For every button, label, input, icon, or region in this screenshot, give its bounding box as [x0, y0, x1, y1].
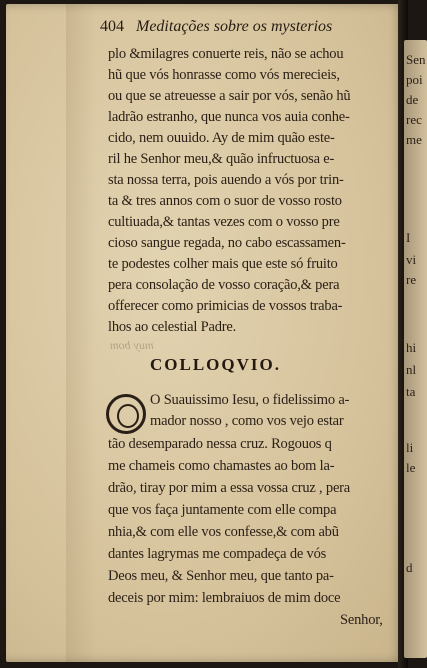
page-edge-stain: [66, 4, 96, 662]
text-line: pera consolação de vosso coração,& pera: [108, 277, 340, 293]
text-line: mador nosso , como vos vejo estar: [150, 413, 344, 429]
text-line: nhia,& com elle vos confesse,& com abũ: [108, 524, 339, 540]
facing-page-fragment: re: [406, 272, 417, 287]
facing-page-fragment: Sen: [406, 52, 426, 67]
text-line: me chameis como chamastes ao bom la-: [108, 458, 335, 474]
facing-page-fragment: le: [406, 460, 416, 475]
text-line: ladrão estranho, que nunca vos auia conhe-: [108, 109, 350, 125]
text-line: dantes lagrymas me compadeça de vós: [108, 546, 327, 562]
facing-page-fragment: vi: [406, 252, 417, 267]
text-line: te podestes colher mais que este só fruito: [108, 256, 338, 272]
section-title: COLLOQVIO.: [150, 355, 281, 374]
facing-page-fragment: me: [406, 132, 422, 147]
text-line: offerecer como primicias de vossos traba-: [108, 298, 343, 314]
decorative-initial-o: [106, 394, 146, 434]
page-number: 404: [100, 18, 124, 35]
text-line: deceis por mim: lembraiuos de mim doce: [108, 590, 341, 606]
text-line: Deos meu, & Senhor meu, que tanto pa-: [108, 568, 334, 584]
text-line: drão, tiray por mim a essa vossa cruz , pera: [108, 480, 351, 496]
text-line: ta & tres annos com o suor de vosso rosto: [108, 193, 342, 209]
text-line: cido, nem ouuido. Ay de mim quão este-: [108, 130, 335, 146]
text-line: cultiuada,& tantas vezes com o vosso pre: [108, 214, 340, 230]
facing-page-fragment: li: [406, 440, 414, 455]
text-line: que vos faça juntamente com elle compa: [108, 502, 337, 518]
facing-page-fragment: poi: [406, 72, 423, 87]
text-line: sta nossa terra, pois auendo a vós por trin-: [108, 172, 344, 188]
running-title: Meditações sobre os mysterios: [136, 18, 333, 35]
facing-page-fragment: de: [406, 92, 419, 107]
facing-page-fragment: rec: [406, 112, 422, 127]
facing-page-edge: [404, 40, 427, 658]
text-line: plo &milagres conuerte reis, não se achou: [108, 46, 344, 62]
text-line: ou que se atreuesse a sair por vós, senão hũ: [108, 88, 351, 104]
text-line: ril he Senhor meu,& quão infructuosa e-: [108, 151, 335, 167]
text-line: cioso sangue regada, no cabo escassamen-: [108, 235, 346, 251]
text-line: tão desemparado nessa cruz. Rogouos q: [108, 436, 332, 452]
facing-page-fragment: ta: [406, 384, 416, 399]
text-line: O Suauissimo Iesu, o fidelissimo a-: [150, 392, 350, 408]
facing-page-fragment: hi: [406, 340, 417, 355]
show-through-text: muy bom: [110, 338, 154, 352]
facing-page-fragment: d: [406, 560, 413, 575]
text-line: lhos ao celestial Padre.: [108, 319, 237, 335]
facing-page-fragment: I: [406, 230, 411, 245]
facing-page-fragment: nl: [406, 362, 417, 377]
catchword: Senhor,: [340, 612, 383, 628]
text-line: hũ que vós honrasse como vós merecieis,: [108, 67, 340, 83]
running-header: [100, 18, 390, 40]
